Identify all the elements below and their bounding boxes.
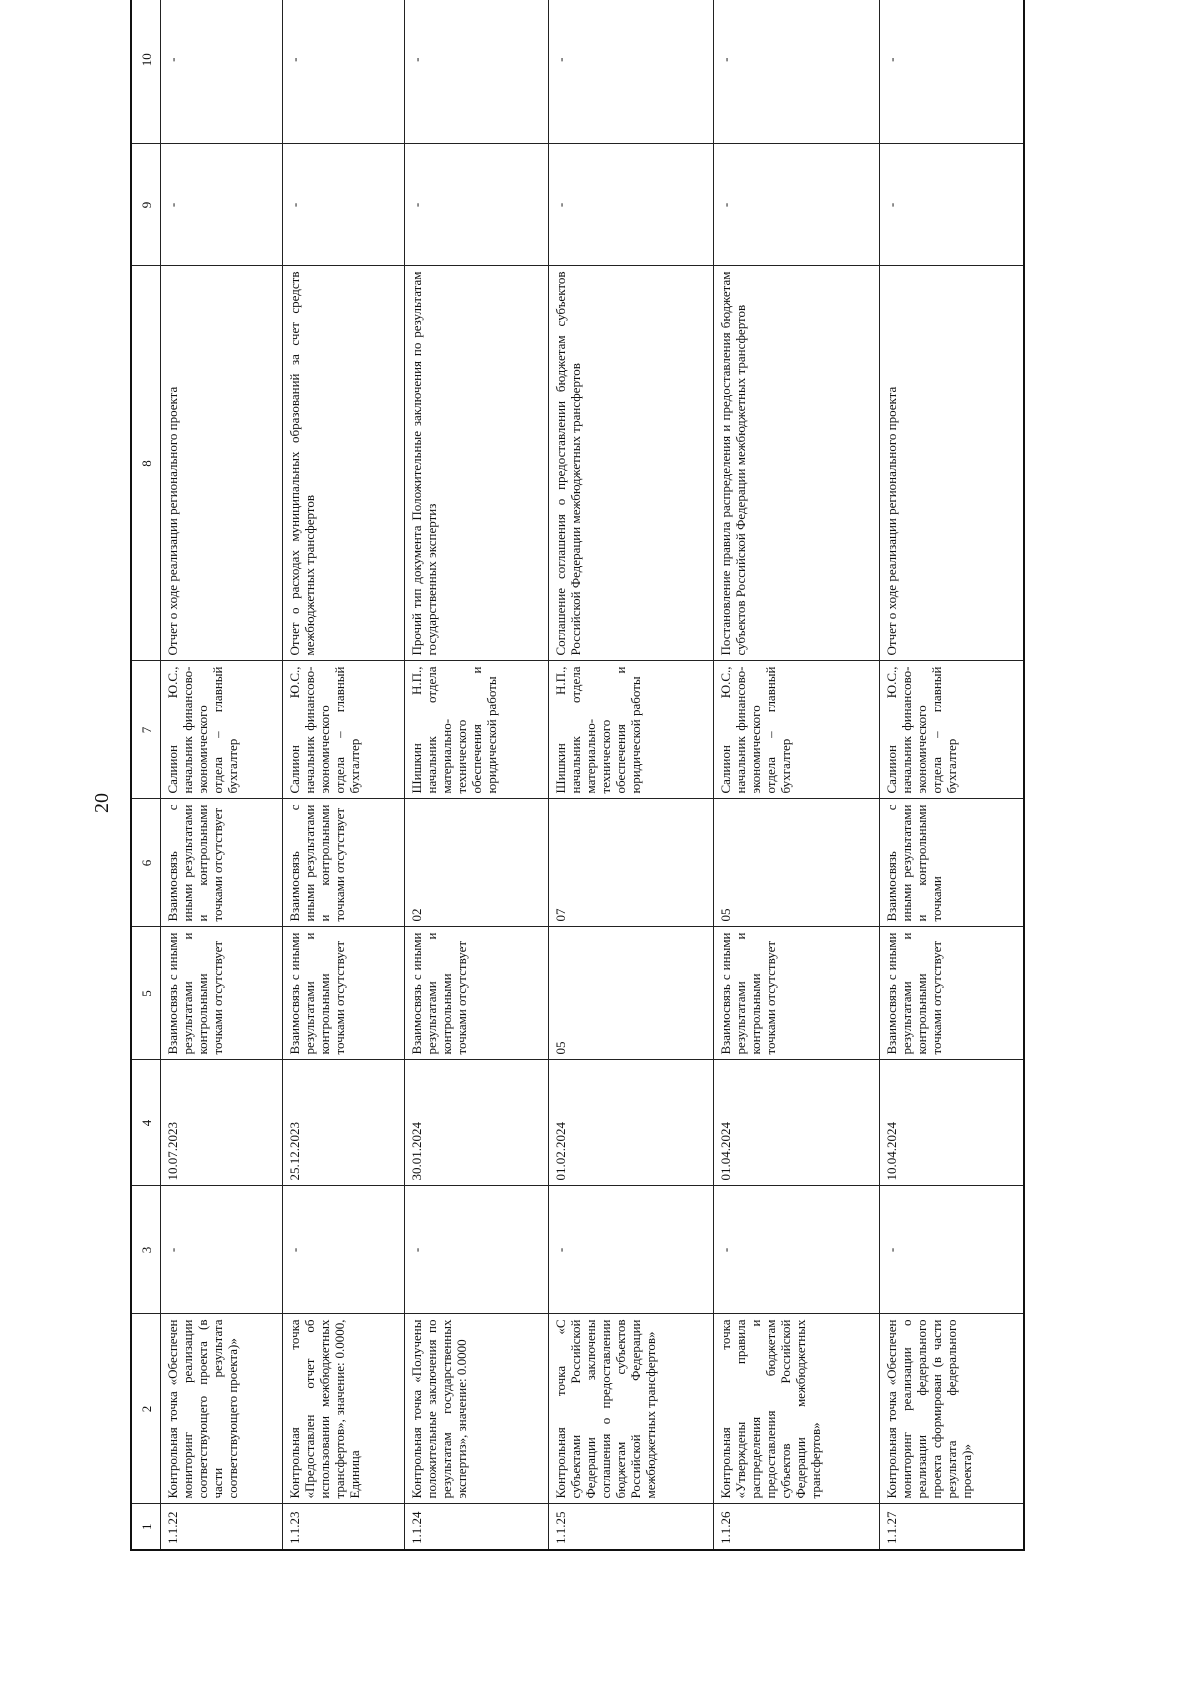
relation-cell-2: 05 bbox=[714, 799, 880, 927]
relation-cell-2: Взаимосвязь с иными результатами и контрольными точками отсутствует bbox=[283, 799, 405, 927]
relation-cell: Взаимосвязь с иными результатами и контрольными точками отсутствует bbox=[283, 927, 405, 1060]
header-col-1: 1 bbox=[131, 1504, 161, 1550]
header-row bbox=[131, 0, 161, 1550]
relation-cell-2: 07 bbox=[548, 799, 714, 927]
table-row bbox=[405, 0, 549, 1550]
control-point-name: Контрольная точка «Получены положительные заключения по результатам государственных экспертиз», значение: 0.0000 bbox=[405, 1314, 549, 1504]
date-cell: 01.02.2024 bbox=[548, 1060, 714, 1186]
header-col-8: 8 bbox=[131, 266, 161, 661]
document-cell: Соглашение соглашения о предоставлении бюджетам субъектов Российской Федерации межбюджетных трансфертов bbox=[548, 266, 714, 661]
cell-col-3: - bbox=[283, 1186, 405, 1314]
cell-col-10: - bbox=[283, 0, 405, 144]
relation-cell: 05 bbox=[548, 927, 714, 1060]
control-point-name: Контрольная точка «Обеспечен мониторинг реализации соответствующего проекта (в части результата соответствующего проекта)» bbox=[161, 1314, 283, 1504]
document-cell: Отчет о расходах муниципальных образований за счет средств межбюджетных трансфертов bbox=[283, 266, 405, 661]
row-number: 1.1.22 bbox=[161, 1504, 283, 1550]
cell-col-3: - bbox=[161, 1186, 283, 1314]
cell-col-3: - bbox=[879, 1186, 1024, 1314]
table-row bbox=[161, 0, 283, 1550]
header-col-7: 7 bbox=[131, 661, 161, 799]
rotated-table-container bbox=[130, 53, 1025, 1551]
table-row bbox=[879, 0, 1024, 1550]
cell-col-10: - bbox=[405, 0, 549, 144]
document-cell: Постановление правила распределения и предоставления бюджетам субъектов Российской Федерации межбюджетных трансфертов bbox=[714, 266, 880, 661]
date-cell: 01.04.2024 bbox=[714, 1060, 880, 1186]
relation-cell: Взаимосвязь с иными результатами и контрольными точками отсутствует bbox=[879, 927, 1024, 1060]
cell-col-9: - bbox=[714, 144, 880, 266]
cell-col-10: - bbox=[714, 0, 880, 144]
header-col-5: 5 bbox=[131, 927, 161, 1060]
page-number: 20 bbox=[91, 793, 113, 813]
relation-cell: Взаимосвязь с иными результатами и контрольными точками отсутствует bbox=[161, 927, 283, 1060]
relation-cell: Взаимосвязь с иными результатами и контрольными точками отсутствует bbox=[714, 927, 880, 1060]
row-number: 1.1.25 bbox=[548, 1504, 714, 1550]
row-number: 1.1.26 bbox=[714, 1504, 880, 1550]
control-point-name: Контрольная точка «С субъектами Российской Федерации заключены соглашения о предоставлении бюджетам субъектов Российской Федерации межбюджетных трансфертов» bbox=[548, 1314, 714, 1504]
responsible-cell: Шишкин Н.П., начальник отдела материально-технического обеспечения и юридической работы bbox=[548, 661, 714, 799]
row-number: 1.1.27 bbox=[879, 1504, 1024, 1550]
control-points-table bbox=[130, 0, 1025, 1551]
relation-cell-2: 02 bbox=[405, 799, 549, 927]
table-row bbox=[714, 0, 880, 1550]
cell-col-10: - bbox=[548, 0, 714, 144]
responsible-cell: Салиион Ю.С., начальник финансово-экономического отдела – главный бухгалтер bbox=[879, 661, 1024, 799]
control-point-name: Контрольная точка «Утверждены правила распределения и предоставления бюджетам субъектов Российской Федерации межбюджетных трансфертов» bbox=[714, 1314, 880, 1504]
row-number: 1.1.23 bbox=[283, 1504, 405, 1550]
header-col-4: 4 bbox=[131, 1060, 161, 1186]
date-cell: 30.01.2024 bbox=[405, 1060, 549, 1186]
cell-col-9: - bbox=[879, 144, 1024, 266]
cell-col-9: - bbox=[405, 144, 549, 266]
relation-cell-2: Взаимосвязь с иными результатами и контрольными точками отсутствует bbox=[161, 799, 283, 927]
control-point-name: Контрольная точка «Предоставлен отчет об использовании межбюджетных трансфертов», значение: 0.0000, Единица bbox=[283, 1314, 405, 1504]
cell-col-9: - bbox=[283, 144, 405, 266]
date-cell: 25.12.2023 bbox=[283, 1060, 405, 1186]
document-cell: Отчет о ходе реализации регионального проекта bbox=[161, 266, 283, 661]
row-number: 1.1.24 bbox=[405, 1504, 549, 1550]
document-cell: Отчет о ходе реализации регионального проекта bbox=[879, 266, 1024, 661]
header-col-2: 2 bbox=[131, 1314, 161, 1504]
cell-col-3: - bbox=[405, 1186, 549, 1314]
cell-col-3: - bbox=[548, 1186, 714, 1314]
cell-col-9: - bbox=[548, 144, 714, 266]
responsible-cell: Шишкин Н.П., начальник отдела материально-технического обеспечения и юридической работы bbox=[405, 661, 549, 799]
date-cell: 10.07.2023 bbox=[161, 1060, 283, 1186]
relation-cell: Взаимосвязь с иными результатами и контрольными точками отсутствует bbox=[405, 927, 549, 1060]
table-row bbox=[283, 0, 405, 1550]
header-col-9: 9 bbox=[131, 144, 161, 266]
responsible-cell: Салиион Ю.С., начальник финансово-экономического отдела – главный бухгалтер bbox=[283, 661, 405, 799]
cell-col-3: - bbox=[714, 1186, 880, 1314]
relation-cell-2: Взаимосвязь с иными результатами и контрольными точками bbox=[879, 799, 1024, 927]
header-col-6: 6 bbox=[131, 799, 161, 927]
document-cell: Прочий тип документа Положительные заключения по результатам государственных экспертиз bbox=[405, 266, 549, 661]
cell-col-9: - bbox=[161, 144, 283, 266]
table-row bbox=[548, 0, 714, 1550]
date-cell: 10.04.2024 bbox=[879, 1060, 1024, 1186]
responsible-cell: Салиион Ю.С., начальник финансово-экономического отдела – главный бухгалтер bbox=[161, 661, 283, 799]
header-col-3: 3 bbox=[131, 1186, 161, 1314]
cell-col-10: - bbox=[161, 0, 283, 144]
responsible-cell: Салиион Ю.С., начальник финансово-экономического отдела – главный бухгалтер bbox=[714, 661, 880, 799]
header-col-10: 10 bbox=[131, 0, 161, 144]
cell-col-10: - bbox=[879, 0, 1024, 144]
control-point-name: Контрольная точка «Обеспечен мониторинг реализации о реализации федерального проекта сформирован (в части результата федерального проекта)» bbox=[879, 1314, 1024, 1504]
